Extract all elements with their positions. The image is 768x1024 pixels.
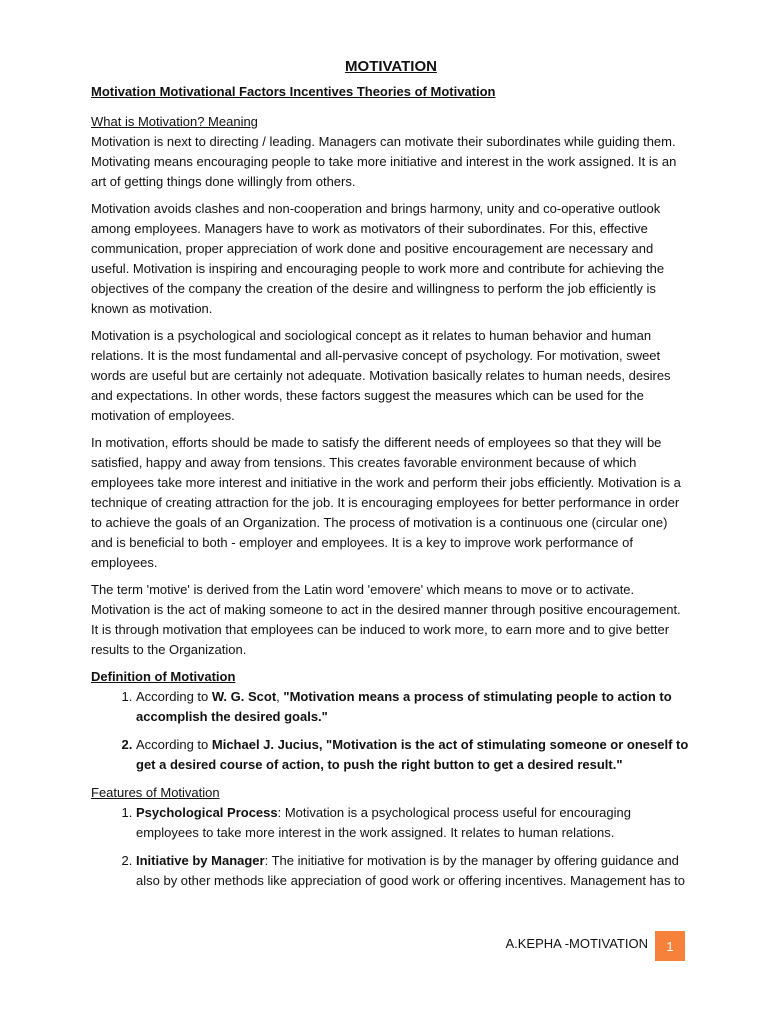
feature-item [136, 851, 691, 891]
definition-prefix: According to [136, 737, 212, 752]
definition-author: Michael J. Jucius [211, 737, 319, 752]
page-subtitle: Motivation Motivational Factors Incentives Theories of Motivation [91, 84, 496, 99]
definition-quote: "Motivation is the act of stimulating someone or oneself to get a desired course of action, to push the right button to get a desired result." [136, 737, 689, 772]
document-body [91, 56, 691, 899]
section-heading-definition: Definition of Motivation [91, 669, 236, 684]
page-number-badge: 1 [655, 931, 685, 961]
feature-text: : Motivation is a psychological process useful for encouraging employees to take more interest in the work assigned. It relates to human relations. [136, 805, 631, 840]
paragraph: The term 'motive' is derived from the Latin word 'emovere' which means to move or to activate. Motivation is the act of making someone to act in the desired manner through positive encouragement. It is through motivation that employees can be induced to work more, to earn more and to give better results to the Organization. [91, 582, 681, 657]
definition-prefix: According to [136, 689, 212, 704]
definition-quote: "Motivation means a process of stimulating people to action to accomplish the desired goals." [136, 689, 672, 724]
definition-item [136, 735, 691, 775]
definition-author: W. G. Scot [211, 689, 277, 704]
feature-text: : The initiative for motivation is by the manager by offering guidance and also by other methods like appreciation of good work or offering incentives. Management has to [136, 853, 685, 888]
page-footer [0, 931, 768, 961]
paragraph: Motivation avoids clashes and non-cooperation and brings harmony, unity and co-operative outlook among employees. Managers have to work as motivators of their subordinates. For this, effective communication, proper appreciation of work done and positive encouragement are necessary and useful. Motivation is inspiring and encouraging people to work more and contribute for achieving the objectives of the company the creation of the desire and willingness to perform the job efficiently is known as motivation. [91, 201, 665, 316]
definition-separator: , [276, 689, 284, 704]
paragraph: In motivation, efforts should be made to satisfy the different needs of employees so that they will be satisfied, happy and away from tensions. This creates favorable environment because of which employees take more interest and initiative in the work and perform their jobs efficiently. Motivation is a technique of creating attraction for the job. It is encouraging employees for better performance in order to achieve the goals of an Organization. The process of motivation is a continuous one (circular one) and is beneficial to both - employer and employees. It is a key to improve work performance of employees. [91, 435, 681, 570]
features-list [91, 803, 691, 891]
section-heading-meaning: What is Motivation? Meaning [91, 114, 258, 129]
feature-term: Psychological Process [136, 805, 278, 820]
section-heading-features: Features of Motivation [91, 785, 220, 800]
definition-list [91, 687, 691, 775]
feature-item [136, 803, 691, 843]
footer-text: A.KEPHA -MOTIVATION [505, 936, 648, 951]
definition-separator: , [318, 737, 327, 752]
paragraph: Motivation is next to directing / leading. Managers can motivate their subordinates while guiding them. Motivating means encouraging people to take more initiative and interest in the work assigned. It is an art of getting things done willingly from others. [91, 134, 677, 189]
paragraph: Motivation is a psychological and sociological concept as it relates to human behavior and human relations. It is the most fundamental and all-pervasive concept of psychology. For motivation, sweet words are useful but are certainly not adequate. Motivation basically relates to human needs, desires and expectations. In other words, these factors suggest the measures which can be used for the motivation of employees. [91, 328, 671, 423]
definition-item [136, 687, 691, 727]
page-title: MOTIVATION [345, 58, 437, 75]
feature-term: Initiative by Manager [136, 853, 265, 868]
